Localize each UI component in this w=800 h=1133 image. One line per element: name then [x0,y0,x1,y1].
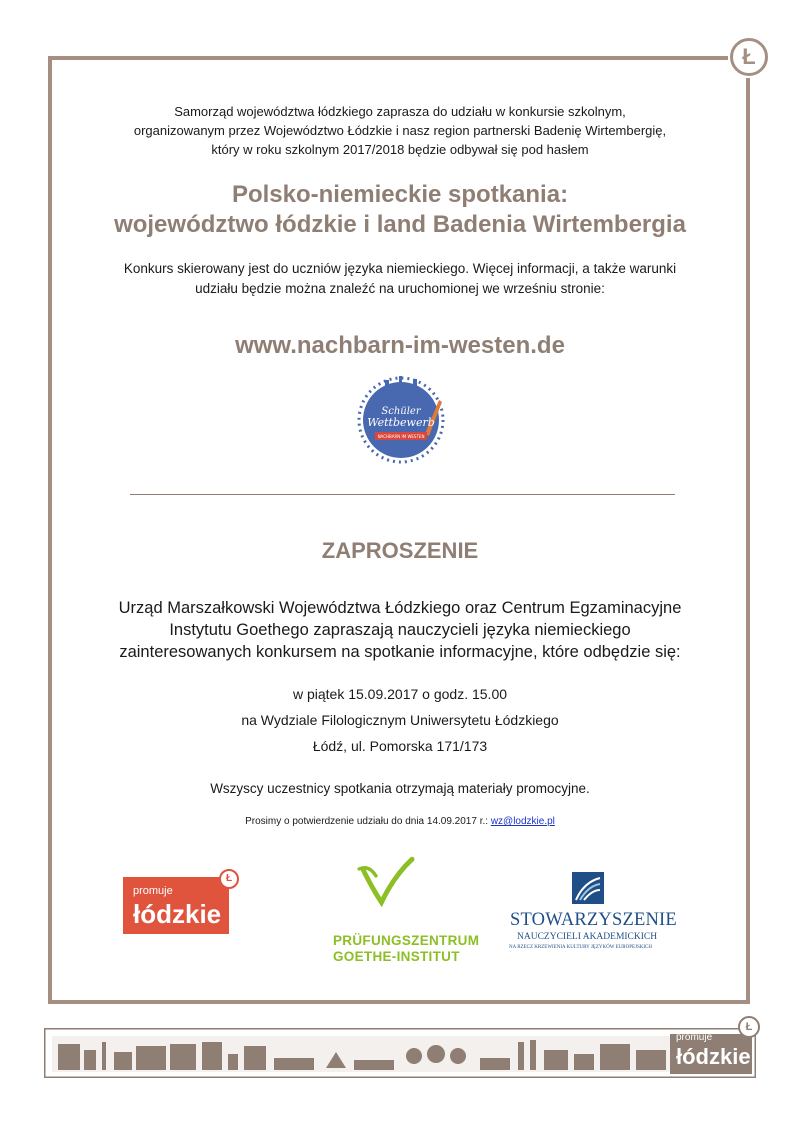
stowarzyszenie-subtitle: NAUCZYCIELI AKADEMICKICH [517,932,658,942]
goethe-institut-logo: PRÜFUNGSZENTRUM GOETHE-INSTITUT [333,933,480,964]
invitation-body: Urząd Marszałkowski Województwa Łódzkiego oraz Centrum Egzaminacyjne Instytutu Goethego zapraszają nauczycieli języka niemieckiego zainteresowanych konkursem na spotkanie informacyjne, które odbędzie się: [118,599,682,661]
stowarzyszenie-logo: STOWARZYSZENIE [510,910,677,930]
confirmation-note: Prosimy o potwierdzenie udziału do dnia 14.09.2017 r.: wz@lodzkie.pl [245,816,555,827]
invitation-heading: ZAPROSZENIE [321,538,479,563]
section-divider [130,494,675,495]
contest-info: Konkurs skierowany jest do uczniów języka niemieckiego. Więcej informacji, a także warunki udziału będzie można znaleźć na uruchomionej we wrześniu stronie: [123,261,677,296]
promo-note: Wszyscy uczestnicy spotkania otrzymają materiały promocyjne. [210,781,590,796]
lodzkie-badge-icon: Ł [219,869,239,889]
svg-text:NACHBARN IM WESTEN: NACHBARN IM WESTEN [377,434,425,439]
band-brand-text: łódzkie [676,1044,751,1069]
skyline-band [44,1028,756,1078]
lodzkie-badge-icon: Ł [730,38,768,76]
svg-text:Schüler: Schüler [381,406,421,417]
stowarzyszenie-mark-icon [572,872,604,904]
goethe-checkmark-icon [325,855,495,935]
stowarzyszenie-tagline: NA RZECZ KRZEWIENIA KULTURY JĘZYKÓW EUROPEJSKICH [509,945,653,950]
band-badge-icon: Ł [738,1016,760,1038]
meeting-place: na Wydziale Filologicznym Uniwersytetu Łódzkiego [241,712,559,728]
contest-title: Polsko-niemieckie spotkania: województwo łódzkie i land Badenia Wirtembergia [114,181,686,238]
svg-text:Wettbewerb: Wettbewerb [367,416,435,429]
band-promo-text: promuje [676,1032,713,1043]
promuje-lodzkie-logo: promuje łódzkie Ł [123,877,229,934]
email-link[interactable]: wz@lodzkie.pl [490,816,555,827]
meeting-details [0,681,800,759]
website-link[interactable]: www.nachbarn-im-westen.de [235,332,565,359]
meeting-address: Łódź, ul. Pomorska 171/173 [312,738,488,754]
schuler-wettbewerb-logo [355,372,447,464]
intro-text: Samorząd województwa łódzkiego zaprasza do udziału w konkursie szkolnym, organizowanym przez Województwo Łódzkie i nasz region partnerski Badenię Wirtembergię, który w roku szkolnym 2017/2018 będzie odbywał się pod hasłem [133,104,667,157]
meeting-date: w piątek 15.09.2017 o godz. 15.00 [292,686,508,702]
